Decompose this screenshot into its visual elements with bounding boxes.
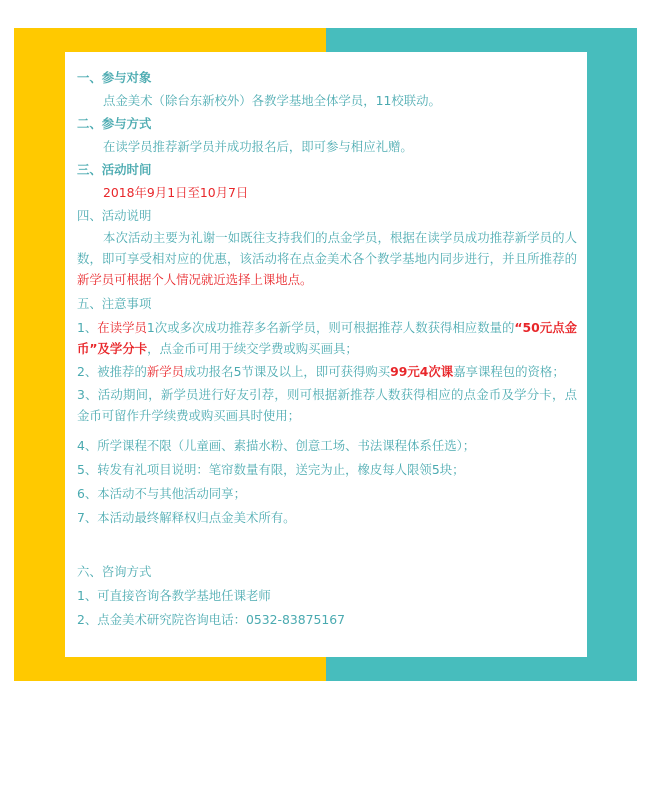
- note-2-text-b: 成功报名5节课及以上，即可获得购买: [184, 364, 391, 379]
- section-1-body: 点金美术（除台东新校外）各教学基地全体学员，11校联动。: [103, 93, 441, 108]
- note-1-text-a: 1次或多次成功推荐多名新学员，则可根据推荐人数获得相应数量的: [146, 320, 515, 335]
- note-item-6: 6、本活动不与其他活动同享；: [77, 486, 246, 501]
- note-2-text-a: 2、被推荐的: [77, 364, 147, 379]
- notice-card: [65, 52, 587, 657]
- note-1-highlight-a: 在读学员: [97, 320, 147, 335]
- note-1-number: 1、: [77, 320, 98, 335]
- section-3-title: 三、活动时间: [77, 162, 152, 177]
- section-5-title: 五、注意事项: [77, 296, 152, 311]
- section-2-body: 在读学员推荐新学员并成功报名后，即可参与相应礼赠。: [103, 139, 413, 154]
- section-2-title: 二、参与方式: [77, 116, 152, 131]
- note-item-2: [77, 361, 577, 382]
- note-2-highlight-b: 99元4次课: [390, 364, 454, 379]
- note-1-highlight-b: “50元点金币”及学分卡: [77, 320, 577, 356]
- section-4-highlight: 新学员可根据个人情况就近选择上课地点。: [77, 272, 313, 287]
- section-1-title: 一、参与对象: [77, 70, 152, 85]
- section-4-body: [77, 227, 577, 290]
- section-4-text: 本次活动主要为礼谢一如既往支持我们的点金学员，根据在读学员成功推荐新学员的人数，即可享受相对应的优惠，该活动将在点金美术各个教学基地内同步进行，并且所推荐的: [77, 230, 577, 266]
- note-1-text-b: ，点金币可用于续交学费或购买画具；: [147, 341, 358, 356]
- note-item-4: 4、所学课程不限（儿童画、素描水粉、创意工场、书法课程体系任选）；: [77, 438, 476, 453]
- spacer: [77, 426, 577, 434]
- section-6-title: 六、咨询方式: [77, 564, 152, 579]
- contact-item-1: 1、可直接咨询各教学基地任课老师: [77, 588, 271, 603]
- contact-item-2: 2、点金美术研究院咨询电话：0532-83875167: [77, 612, 346, 627]
- note-item-1: [77, 317, 577, 359]
- note-item-3: 3、活动期间，新学员进行好友引荐，则可根据新推荐人数获得相应的点金币及学分卡，点金币可留作升学续费或购买画具时使用；: [77, 387, 577, 423]
- note-item-5: 5、转发有礼项目说明：笔帘数量有限，送完为止，橡皮每人限领5块；: [77, 462, 465, 477]
- note-2-highlight-a: 新学员: [146, 364, 185, 379]
- note-2-text-c: 嘉享课程包的资格；: [453, 364, 565, 379]
- spacer: [77, 530, 577, 560]
- note-item-7: 7、本活动最终解释权归点金美术所有。: [77, 510, 296, 525]
- section-4-title: 四、活动说明: [77, 208, 152, 223]
- section-3-date: 2018年9月1日至10月7日: [103, 185, 249, 200]
